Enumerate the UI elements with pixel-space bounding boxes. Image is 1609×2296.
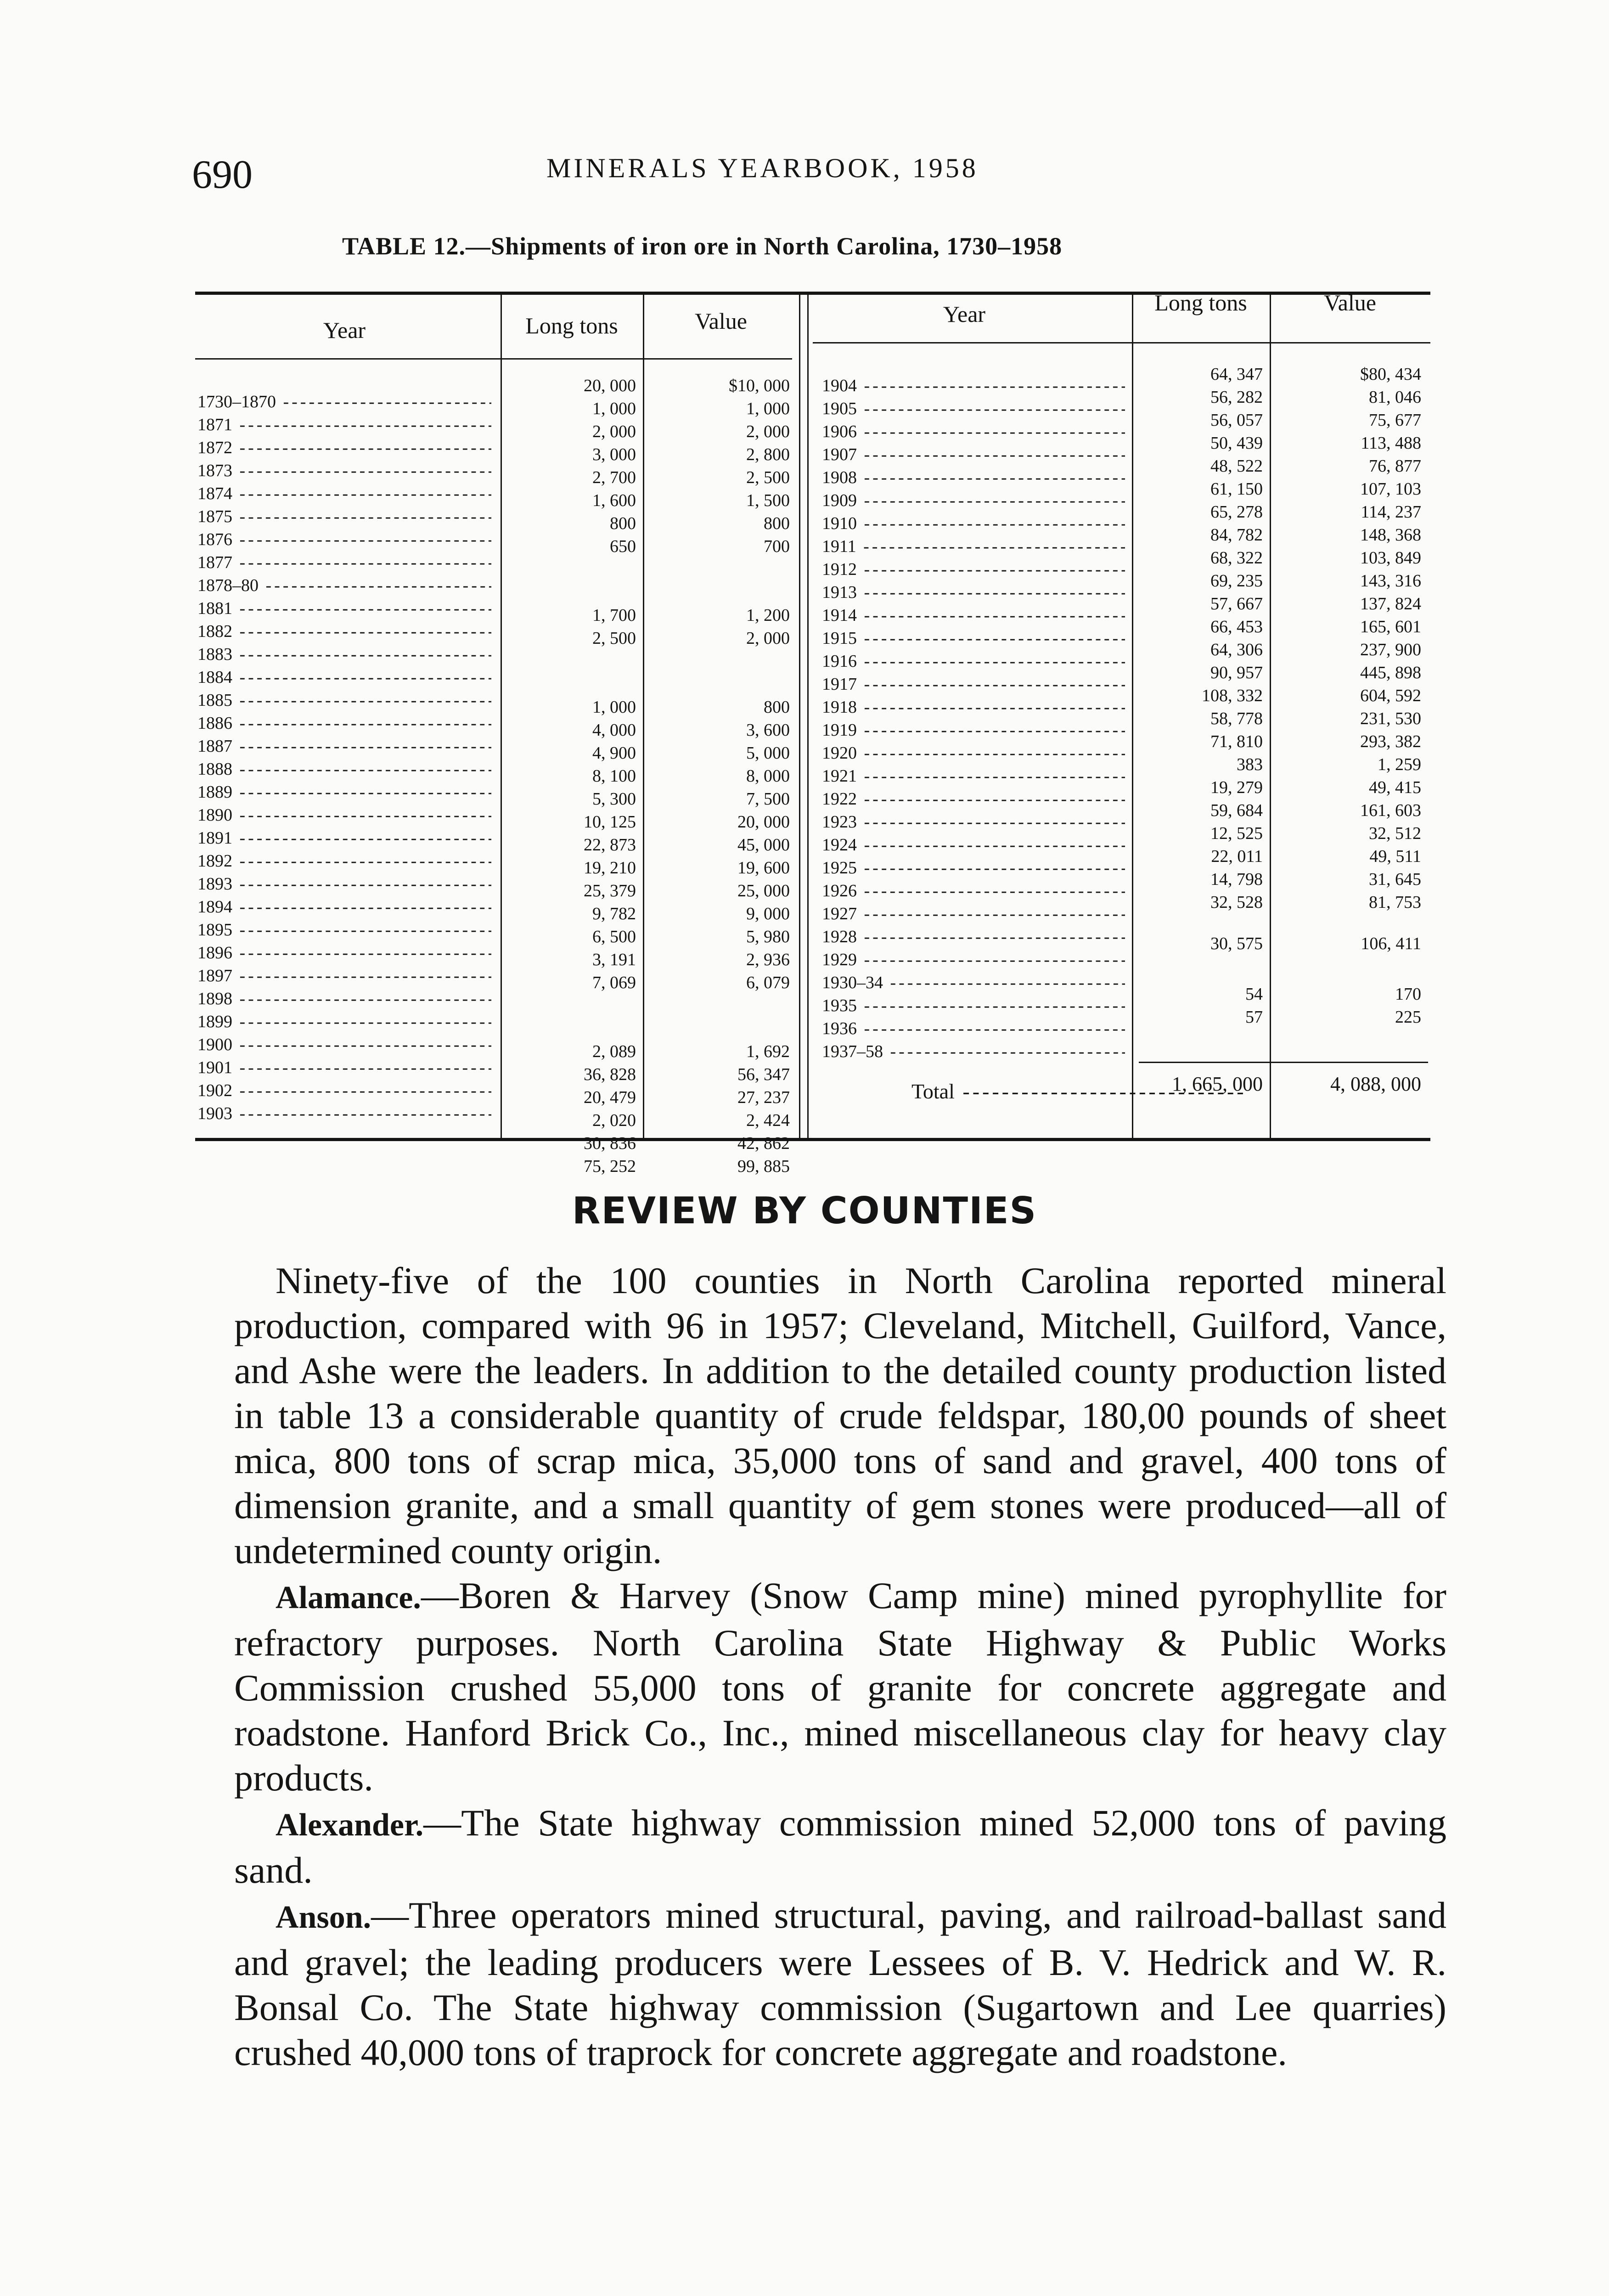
- value-cell: 8, 000: [746, 766, 790, 786]
- tons-cell: 84, 782: [1210, 525, 1263, 545]
- year-label: 1898 -----: [197, 987, 491, 1010]
- tons-cell: 9, 782: [592, 904, 636, 923]
- value-cell: 231, 530: [1360, 709, 1421, 728]
- tons-cell: 1, 000: [592, 399, 636, 418]
- tons-cell: 69, 235: [1210, 571, 1263, 591]
- tons-cell: 30, 575: [1210, 934, 1263, 953]
- year-label: 1909 -----: [822, 489, 1125, 512]
- tons-cell: 650: [610, 537, 636, 556]
- year-label: 1886 -----: [197, 712, 491, 735]
- tons-cell: 800: [610, 514, 636, 533]
- value-cell: 2, 500: [746, 468, 790, 487]
- tons-cell: 54: [1245, 985, 1263, 1004]
- value-cell: 2, 936: [746, 950, 790, 969]
- year-label: 1894 -----: [197, 895, 491, 918]
- year-label: 1924 -----: [822, 833, 1125, 856]
- value-cell: 604, 592: [1360, 686, 1421, 705]
- value-cell: 143, 316: [1360, 571, 1421, 591]
- value-cell: 293, 382: [1360, 732, 1421, 751]
- year-label: 1920 -----: [822, 742, 1125, 765]
- year-label: 1881 -----: [197, 597, 491, 620]
- value-cell: $80, 434: [1360, 365, 1421, 384]
- year-label: 1884 -----: [197, 666, 491, 689]
- value-cell: 1, 259: [1378, 755, 1421, 774]
- value-cell: 42, 862: [737, 1134, 790, 1153]
- year-label: 1917 -----: [822, 673, 1125, 696]
- year-label: 1875 -----: [197, 505, 491, 528]
- year-label: 1892 -----: [197, 850, 491, 872]
- right-value-column: [1277, 363, 1421, 1029]
- tons-cell: 66, 453: [1210, 617, 1263, 636]
- year-label: 1928 -----: [822, 925, 1125, 948]
- value-cell: 161, 603: [1360, 801, 1421, 820]
- tons-cell: 12, 525: [1210, 824, 1263, 843]
- year-label: 1914 -----: [822, 604, 1125, 627]
- tons-cell: 7, 069: [592, 973, 636, 992]
- county-paragraph: [234, 1893, 1446, 2075]
- value-cell: 165, 601: [1360, 617, 1421, 636]
- column-divider: [1270, 294, 1271, 1138]
- value-cell: 700: [764, 537, 790, 556]
- running-head: MINERALS YEARBOOK, 1958: [546, 153, 979, 183]
- year-label: 1890 -----: [197, 804, 491, 827]
- value-cell: 170: [1395, 985, 1421, 1004]
- year-label: 1878–80 -----: [197, 574, 491, 597]
- value-cell: 5, 980: [746, 927, 790, 946]
- year-label: 1911 -----: [822, 535, 1125, 558]
- total-label: Total -----: [911, 1079, 1247, 1103]
- year-label: 1872 -----: [197, 436, 491, 459]
- left-year-column: [197, 390, 491, 1125]
- year-label: 1882 -----: [197, 620, 491, 643]
- column-divider: [501, 294, 502, 1138]
- table-bottom-rule: [195, 1138, 1430, 1141]
- tons-cell: 2, 020: [592, 1111, 636, 1130]
- tons-cell: 68, 322: [1210, 548, 1263, 568]
- column-divider: [643, 294, 644, 1138]
- tons-cell: 20, 479: [584, 1088, 636, 1107]
- header-long-tons-left: Long tons: [525, 313, 618, 338]
- value-cell: 75, 677: [1369, 411, 1421, 430]
- left-value-column: [647, 374, 790, 1178]
- county-text: —The State highway commission mined 52,000 tons of paving sand.: [234, 1802, 1446, 1891]
- year-label: 1925 -----: [822, 856, 1125, 879]
- year-label: 1901 -----: [197, 1056, 491, 1079]
- tons-cell: 4, 900: [592, 743, 636, 763]
- value-cell: 19, 600: [737, 858, 790, 878]
- tons-cell: 90, 957: [1210, 663, 1263, 682]
- total-value: 4, 088, 000: [1330, 1073, 1421, 1095]
- year-label: 1922 -----: [822, 788, 1125, 810]
- value-cell: 800: [764, 698, 790, 717]
- tons-cell: 10, 125: [584, 812, 636, 832]
- value-cell: 27, 237: [737, 1088, 790, 1107]
- value-cell: 76, 877: [1369, 456, 1421, 476]
- year-label: 1876 -----: [197, 528, 491, 551]
- section-heading: REVIEW BY COUNTIES: [572, 1189, 1037, 1232]
- year-label: 1919 -----: [822, 719, 1125, 742]
- year-label: 1936 -----: [822, 1017, 1125, 1040]
- value-cell: 31, 645: [1369, 870, 1421, 889]
- year-label: 1904 -----: [822, 374, 1125, 397]
- year-label: 1927 -----: [822, 902, 1125, 925]
- column-divider: [1132, 294, 1133, 1138]
- year-label: 1916 -----: [822, 650, 1125, 673]
- header-year-left: Year: [323, 317, 366, 343]
- county-paragraph: [234, 1573, 1446, 1801]
- tons-cell: 3, 000: [592, 445, 636, 464]
- county-name: Anson.: [276, 1900, 371, 1935]
- tons-cell: 50, 439: [1210, 433, 1263, 453]
- tons-cell: 64, 306: [1210, 640, 1263, 659]
- value-cell: 2, 800: [746, 445, 790, 464]
- tons-cell: 6, 500: [592, 927, 636, 946]
- value-cell: 5, 000: [746, 743, 790, 763]
- tons-cell: 22, 011: [1211, 847, 1263, 866]
- year-label: 1885 -----: [197, 689, 491, 712]
- year-label: 1930–34 -----: [822, 971, 1125, 994]
- tons-cell: 56, 282: [1210, 388, 1263, 407]
- value-cell: 107, 103: [1360, 479, 1421, 499]
- value-cell: 137, 824: [1360, 594, 1421, 613]
- tons-cell: 36, 828: [584, 1065, 636, 1084]
- year-label: 1912 -----: [822, 558, 1125, 581]
- tons-cell: 75, 252: [584, 1157, 636, 1176]
- value-cell: $10, 000: [729, 376, 790, 395]
- value-cell: 81, 753: [1369, 893, 1421, 912]
- year-label: 1910 -----: [822, 512, 1125, 535]
- right-tons-column: [1134, 363, 1263, 1029]
- year-label: 1871 -----: [197, 413, 491, 436]
- tons-cell: 19, 210: [584, 858, 636, 878]
- value-cell: 237, 900: [1360, 640, 1421, 659]
- tons-cell: 20, 000: [584, 376, 636, 395]
- total-long-tons: 1, 665, 000: [1172, 1073, 1263, 1095]
- year-label: 1906 -----: [822, 420, 1125, 443]
- year-label: 1903 -----: [197, 1102, 491, 1125]
- value-cell: 9, 000: [746, 904, 790, 923]
- year-label: 1921 -----: [822, 765, 1125, 788]
- value-cell: 7, 500: [746, 789, 790, 809]
- year-label: 1913 -----: [822, 581, 1125, 604]
- value-cell: 2, 424: [746, 1111, 790, 1130]
- value-cell: 99, 885: [737, 1157, 790, 1176]
- year-label: 1915 -----: [822, 627, 1125, 650]
- year-label: 1896 -----: [197, 941, 491, 964]
- year-label: 1897 -----: [197, 964, 491, 987]
- county-paragraph: [234, 1801, 1446, 1893]
- tons-cell: 8, 100: [592, 766, 636, 786]
- right-year-column: [822, 374, 1125, 1063]
- tons-cell: 57: [1245, 1007, 1263, 1027]
- tons-cell: 71, 810: [1210, 732, 1263, 751]
- year-label: 1900 -----: [197, 1033, 491, 1056]
- value-cell: 1, 500: [746, 491, 790, 510]
- header-long-tons-right: Long tons: [1154, 290, 1247, 315]
- center-double-divider: [799, 294, 800, 1138]
- year-label: 1730–1870 -----: [197, 390, 491, 413]
- center-double-divider: [807, 294, 809, 1138]
- year-label: 1895 -----: [197, 918, 491, 941]
- year-label: 1935 -----: [822, 994, 1125, 1017]
- tons-cell: 65, 278: [1210, 502, 1263, 522]
- tons-cell: 25, 379: [584, 881, 636, 900]
- year-label: 1877 -----: [197, 551, 491, 574]
- year-label: 1889 -----: [197, 781, 491, 804]
- header-underline-right: [813, 342, 1430, 343]
- tons-cell: 32, 528: [1210, 893, 1263, 912]
- tons-cell: 2, 700: [592, 468, 636, 487]
- value-cell: 103, 849: [1360, 548, 1421, 568]
- tons-cell: 2, 000: [592, 422, 636, 441]
- year-label: 1899 -----: [197, 1010, 491, 1033]
- tons-cell: 14, 798: [1210, 870, 1263, 889]
- year-label: 1929 -----: [822, 948, 1125, 971]
- year-label: 1923 -----: [822, 810, 1125, 833]
- year-label: 1907 -----: [822, 443, 1125, 466]
- value-cell: 56, 347: [737, 1065, 790, 1084]
- tons-cell: 1, 600: [592, 491, 636, 510]
- intro-paragraph: Ninety-five of the 100 counties in North Carolina reported mineral production, compared with 96 in 1957; Cleveland, Mitchell, Guilford, Vance, and Ashe were the leaders. In addition to the detailed county production listed in table 13 a considerable quantity of crude feldspar, 180,00 pounds of sheet mica, 800 tons of scrap mica, 35,000 tons of sand and gravel, 400 tons of dimension granite, and a small quantity of gem stones were produced—all of undetermined county origin.: [234, 1260, 1446, 1571]
- tons-cell: 2, 500: [592, 629, 636, 648]
- value-cell: 445, 898: [1360, 663, 1421, 682]
- total-rule: [1139, 1062, 1428, 1063]
- tons-cell: 2, 089: [592, 1042, 636, 1061]
- year-label: 1937–58 -----: [822, 1040, 1125, 1063]
- value-cell: 49, 415: [1369, 778, 1421, 797]
- tons-cell: 48, 522: [1210, 456, 1263, 476]
- value-cell: 1, 000: [746, 399, 790, 418]
- tons-cell: 58, 778: [1210, 709, 1263, 728]
- year-label: 1891 -----: [197, 827, 491, 850]
- header-value-left: Value: [695, 308, 747, 334]
- value-cell: 6, 079: [746, 973, 790, 992]
- value-cell: 225: [1395, 1007, 1421, 1027]
- value-cell: 148, 368: [1360, 525, 1421, 545]
- value-cell: 25, 000: [737, 881, 790, 900]
- tons-cell: 5, 300: [592, 789, 636, 809]
- tons-cell: 59, 684: [1210, 801, 1263, 820]
- table-title: TABLE 12.—Shipments of iron ore in North Carolina, 1730–1958: [342, 232, 1063, 260]
- year-label: 1902 -----: [197, 1079, 491, 1102]
- header-underline-left: [195, 358, 792, 360]
- year-label: 1908 -----: [822, 466, 1125, 489]
- county-text: —Boren & Harvey (Snow Camp mine) mined pyrophyllite for refractory purposes. North Carolina State Highway & Public Works Commission crushed 55,000 tons of granite for concrete aggregate and roadstone. Hanford Brick Co., Inc., mined miscellaneous clay for heavy clay products.: [234, 1575, 1446, 1799]
- value-cell: 3, 600: [746, 720, 790, 740]
- year-label: 1883 -----: [197, 643, 491, 666]
- tons-cell: 1, 700: [592, 606, 636, 625]
- year-label: 1893 -----: [197, 872, 491, 895]
- year-label: 1874 -----: [197, 482, 491, 505]
- tons-cell: 383: [1237, 755, 1263, 774]
- header-year-right: Year: [943, 301, 986, 327]
- value-cell: 45, 000: [737, 835, 790, 855]
- tons-cell: 22, 873: [584, 835, 636, 855]
- value-cell: 113, 488: [1361, 433, 1421, 453]
- year-label: 1887 -----: [197, 735, 491, 758]
- value-cell: 2, 000: [746, 422, 790, 441]
- tons-cell: 1, 000: [592, 698, 636, 717]
- tons-cell: 30, 836: [584, 1134, 636, 1153]
- value-cell: 1, 200: [746, 606, 790, 625]
- county-name: Alamance.: [276, 1580, 421, 1615]
- tons-cell: 56, 057: [1210, 411, 1263, 430]
- tons-cell: 3, 191: [592, 950, 636, 969]
- tons-cell: 64, 347: [1210, 365, 1263, 384]
- tons-cell: 57, 667: [1210, 594, 1263, 613]
- header-value-right: Value: [1324, 290, 1376, 315]
- tons-cell: 4, 000: [592, 720, 636, 740]
- review-body: [234, 1258, 1446, 2075]
- tons-cell: 19, 279: [1210, 778, 1263, 797]
- year-label: 1905 -----: [822, 397, 1125, 420]
- year-label: 1873 -----: [197, 459, 491, 482]
- county-name: Alexander.: [276, 1807, 424, 1843]
- value-cell: 32, 512: [1369, 824, 1421, 843]
- page-number: 690: [192, 152, 253, 197]
- county-text: —Three operators mined structural, paving, and railroad-ballast sand and gravel; the leading producers were Lessees of B. V. Hedrick and W. R. Bonsal Co. The State highway commission (Sugartown and Lee quarries) crushed 40,000 tons of traprock for concrete aggregate and roadstone.: [234, 1894, 1446, 2073]
- value-cell: 114, 237: [1361, 502, 1421, 522]
- year-label: 1888 -----: [197, 758, 491, 781]
- value-cell: 20, 000: [737, 812, 790, 832]
- year-label: 1918 -----: [822, 696, 1125, 719]
- tons-cell: 61, 150: [1210, 479, 1263, 499]
- left-tons-column: [505, 374, 636, 1178]
- value-cell: 49, 511: [1369, 847, 1421, 866]
- value-cell: 2, 000: [746, 629, 790, 648]
- value-cell: 800: [764, 514, 790, 533]
- tons-cell: 108, 332: [1202, 686, 1263, 705]
- value-cell: 81, 046: [1369, 388, 1421, 407]
- value-cell: 1, 692: [746, 1042, 790, 1061]
- value-cell: 106, 411: [1361, 934, 1421, 953]
- year-label: 1926 -----: [822, 879, 1125, 902]
